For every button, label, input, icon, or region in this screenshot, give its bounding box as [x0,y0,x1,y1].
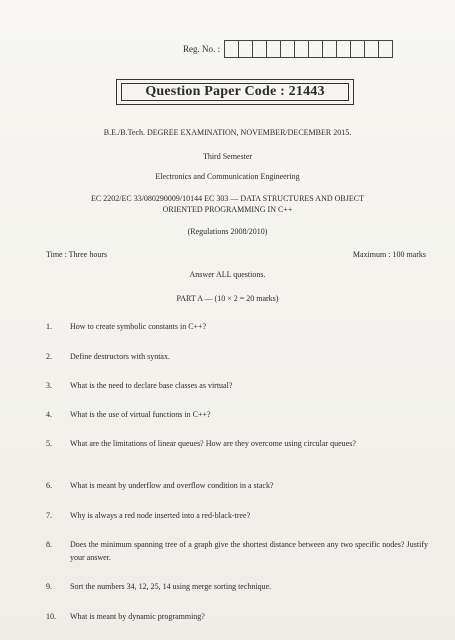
question-text: What is the use of virtual functions in C++? [70,410,211,419]
reg-no-box [351,41,365,57]
question-paper-code: Question Paper Code : 21443 [145,84,325,99]
part-a-heading: PART A — (10 × 2 = 20 marks) [176,294,279,303]
question-item [46,479,428,492]
reg-no-box [365,41,379,57]
reg-no-box [239,41,253,57]
time-allowed: Time : Three hours [46,250,108,259]
question-text: Why is always a red node inserted into a red-black-tree? [70,511,251,520]
reg-no-box [267,41,281,57]
question-item [46,580,428,593]
reg-no-field [183,40,393,58]
question-paper-code-box [116,79,354,105]
reg-no-boxes [224,40,393,58]
question-item [46,509,428,522]
question-text: What is meant by underflow and overflow condition in a stack? [70,481,274,490]
reg-no-box [225,41,239,57]
department: Electronics and Communication Engineering [155,172,300,181]
question-number: 9. [46,582,52,591]
reg-no-box [379,41,392,57]
question-number: 5. [46,439,52,448]
question-text: Define destructors with syntax. [70,352,170,361]
question-number: 6. [46,481,52,490]
semester: Third Semester [202,152,253,161]
course-title-line-2: ORIENTED PROGRAMMING IN C++ [162,205,293,214]
question-text: What is the need to declare base classes as virtual? [70,381,233,390]
instruction: Answer ALL questions. [189,270,266,279]
reg-no-box [337,41,351,57]
reg-no-box [295,41,309,57]
reg-no-box [323,41,337,57]
reg-no-label: Reg. No. : [183,44,220,54]
reg-no-box [253,41,267,57]
question-text: What are the limitations of linear queues? How are they overcome using circular queues? [70,439,356,448]
course-title-line-1: EC 2202/EC 33/080290009/10144 EC 303 — DATA STRUCTURES AND OBJECT [91,194,364,203]
question-number: 2. [46,352,52,361]
question-item [46,610,428,623]
question-text: What is meant by dynamic programming? [70,612,205,621]
question-text: Sort the numbers 34, 12, 25, 14 using merge sorting technique. [70,582,272,591]
question-text: Does the minimum spanning tree of a graph give the shortest distance between any two specific nodes? Justify your answer. [70,540,428,562]
question-item [46,379,428,392]
question-item [46,538,428,564]
question-number: 10. [46,612,56,621]
regulations: (Regulations 2008/2010) [187,227,268,236]
reg-no-box [281,41,295,57]
question-number: 7. [46,511,52,520]
question-item [46,437,428,450]
reg-no-box [309,41,323,57]
question-number: 4. [46,410,52,419]
time-marks-row [46,250,426,259]
question-item [46,320,428,333]
question-item [46,350,428,363]
question-text: How to create symbolic constants in C++? [70,322,207,331]
exam-title: B.E./B.Tech. DEGREE EXAMINATION, NOVEMBER/DECEMBER 2015. [103,128,352,137]
question-number: 8. [46,540,52,549]
maximum-marks: Maximum : 100 marks [352,250,426,259]
question-number: 3. [46,381,52,390]
question-item [46,408,428,421]
question-number: 1. [46,322,52,331]
